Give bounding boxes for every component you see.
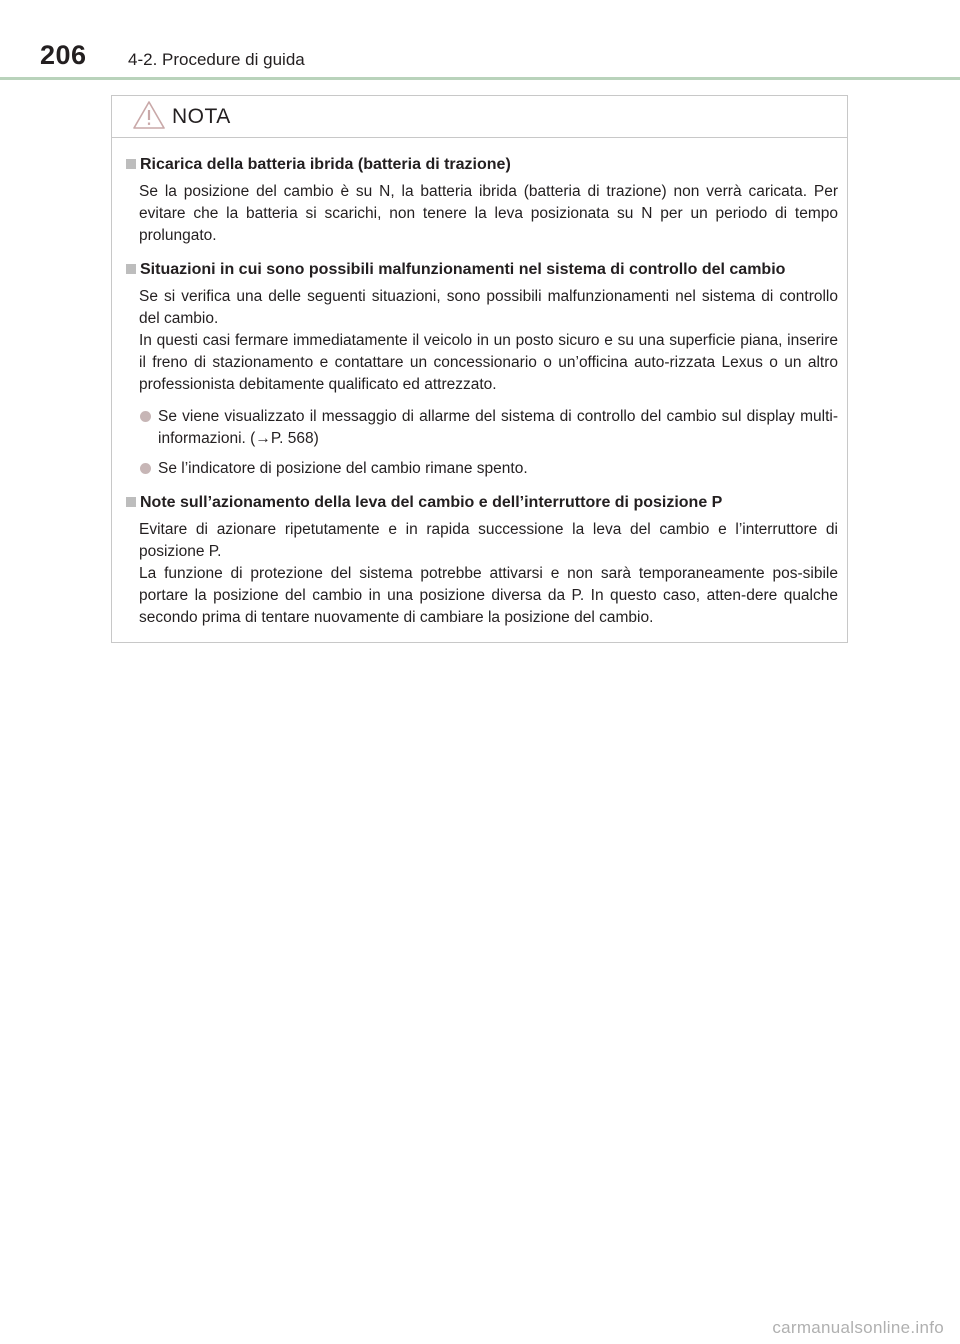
list-item-text: Se viene visualizzato il messaggio di allarme del sistema di controllo del cambio sul display multi-informazioni. (→P. 568) bbox=[158, 408, 838, 447]
warning-triangle-icon bbox=[132, 100, 166, 130]
item-heading-text: Note sull’azionamento della leva del cambio e dell’interruttore di posizione P bbox=[140, 494, 723, 511]
note-item bbox=[126, 259, 838, 480]
item-heading bbox=[126, 154, 838, 176]
dot-bullet-icon bbox=[140, 411, 151, 422]
watermark: carmanualsonline.info bbox=[772, 1318, 944, 1337]
header-rule bbox=[0, 77, 960, 80]
item-text: Se la posizione del cambio è su N, la batteria ibrida (batteria di trazione) non verrà caricata. Per evitare che la batteria si scarichi, non tenere la leva posizionata su N per un periodo di tempo prolungato. bbox=[139, 183, 838, 244]
item-text: Se si verifica una delle seguenti situazioni, sono possibili malfunzionamenti nel sistema di controllo del cambio. bbox=[139, 288, 838, 327]
item-heading-text: Situazioni in cui sono possibili malfunzionamenti nel sistema di controllo del cambio bbox=[140, 261, 786, 278]
list-item bbox=[126, 458, 838, 480]
note-title: NOTA bbox=[172, 105, 231, 128]
item-text-2: La funzione di protezione del sistema potrebbe attivarsi e non sarà temporaneamente pos-sibile portare la posizione del cambio in una posizione diversa da P. In questo caso, atten-dere qualche secondo prima di tentare nuovamente di cambiare la posizione del cambio. bbox=[139, 565, 838, 626]
square-bullet-icon bbox=[126, 264, 136, 274]
page-header bbox=[0, 0, 960, 80]
list-item-text: Se l’indicatore di posizione del cambio rimane spento. bbox=[158, 460, 528, 477]
square-bullet-icon bbox=[126, 497, 136, 507]
dot-bullet-icon bbox=[140, 463, 151, 474]
note-item bbox=[126, 492, 838, 629]
item-text-2: In questi casi fermare immediatamente il veicolo in un posto sicuro e su una superficie piana, inserire il freno di stazionamento e contattare un concessionario o un’officina auto-rizzata Lexus o un altro professionista debitamente qualificato ed attrezzato. bbox=[139, 332, 838, 393]
note-box bbox=[111, 95, 848, 643]
note-body bbox=[126, 154, 838, 641]
item-heading-text: Ricarica della batteria ibrida (batteria di trazione) bbox=[140, 156, 511, 173]
list-item bbox=[126, 406, 838, 450]
square-bullet-icon bbox=[126, 159, 136, 169]
note-header bbox=[112, 96, 847, 138]
item-heading bbox=[126, 259, 838, 281]
note-item bbox=[126, 154, 838, 247]
item-text: Evitare di azionare ripetutamente e in rapida successione la leva del cambio e l’interruttore di posizione P. bbox=[139, 521, 838, 560]
page-number: 206 bbox=[40, 40, 87, 70]
item-heading bbox=[126, 492, 838, 514]
bullet-list bbox=[126, 406, 838, 480]
section-title: 4-2. Procedure di guida bbox=[128, 50, 305, 69]
